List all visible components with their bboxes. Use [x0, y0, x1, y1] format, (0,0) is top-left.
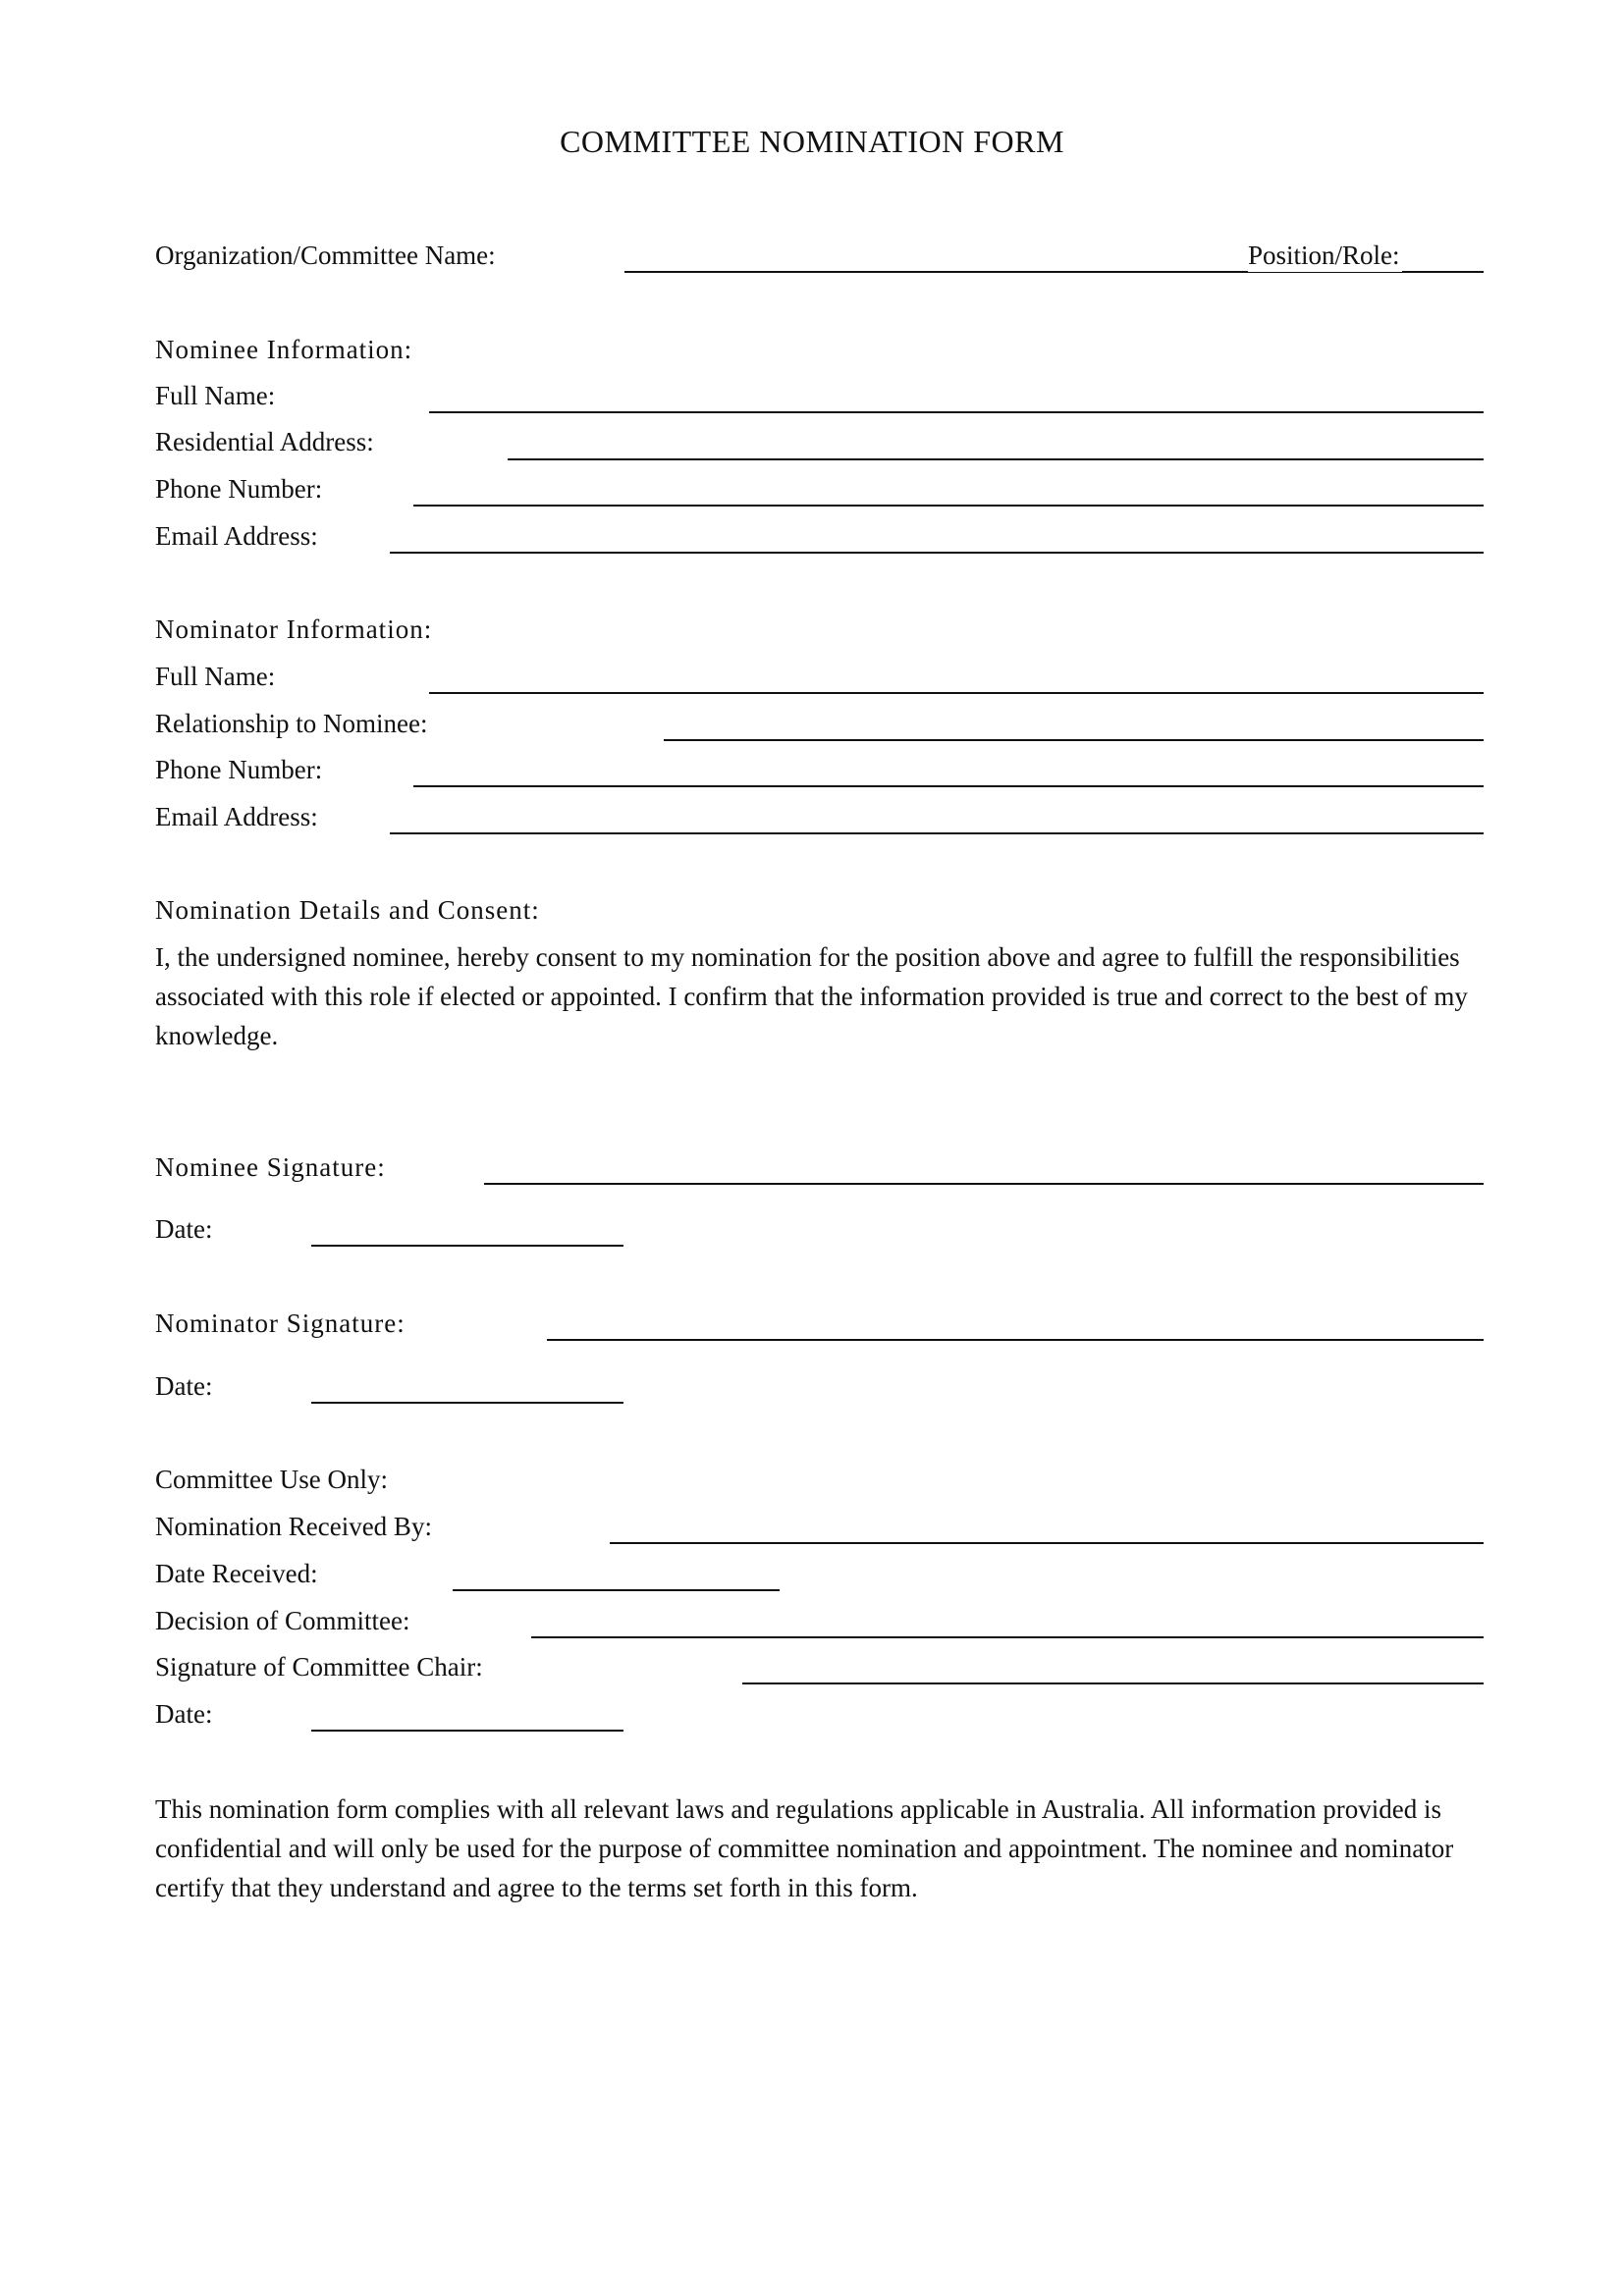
nominator-phone-label: Phone Number:: [155, 755, 323, 784]
consent-heading: Nomination Details and Consent:: [155, 895, 540, 925]
nominee-date-field[interactable]: [311, 1245, 623, 1247]
nominee-full-name-label: Full Name:: [155, 381, 276, 410]
nominee-email-field[interactable]: [390, 552, 1484, 554]
nominator-email-field[interactable]: [390, 832, 1484, 834]
nominee-email-label: Email Address:: [155, 521, 318, 551]
nominee-signature-label: Nominee Signature:: [155, 1152, 386, 1182]
nominator-email-label: Email Address:: [155, 802, 318, 831]
nominator-signature-label: Nominator Signature:: [155, 1308, 406, 1338]
nominee-signature-field[interactable]: [484, 1183, 1484, 1185]
footer-text: This nomination form complies with all relevant laws and regulations applicable in Australia. All information provided is confidential and will only be used for the purpose of committee nomination and appointment. The nominee and nominator certify that they understand and agree to the terms set forth in this form.: [155, 1794, 1454, 1902]
received-by-label: Nomination Received By:: [155, 1512, 432, 1541]
nominator-phone-field[interactable]: [413, 785, 1484, 787]
decision-label: Decision of Committee:: [155, 1606, 410, 1635]
nominee-full-name-field[interactable]: [429, 411, 1484, 413]
chair-signature-label: Signature of Committee Chair:: [155, 1652, 483, 1682]
form-title: COMMITTEE NOMINATION FORM: [560, 124, 1064, 159]
relationship-field[interactable]: [664, 739, 1484, 741]
nominator-signature-field[interactable]: [547, 1339, 1484, 1341]
nominator-full-name-field[interactable]: [429, 692, 1484, 694]
decision-field[interactable]: [531, 1636, 1484, 1638]
date-received-label: Date Received:: [155, 1559, 318, 1588]
nominee-address-field[interactable]: [508, 458, 1484, 460]
nominator-date-label: Date:: [155, 1371, 213, 1401]
position-label: Position/Role:: [1248, 240, 1400, 270]
nominator-date-field[interactable]: [311, 1402, 623, 1404]
nominee-address-label: Residential Address:: [155, 427, 374, 456]
relationship-label: Relationship to Nominee:: [155, 709, 428, 738]
nominator-full-name-label: Full Name:: [155, 662, 276, 691]
committee-date-label: Date:: [155, 1699, 213, 1729]
organization-label: Organization/Committee Name:: [155, 240, 496, 270]
nominee-phone-label: Phone Number:: [155, 474, 323, 504]
nominee-phone-field[interactable]: [413, 505, 1484, 507]
consent-text: I, the undersigned nominee, hereby consent to my nomination for the position above and agree to fulfill the responsibilities associated with this role if elected or appointed. I confirm that the information provided is true and correct to the best of my knowledge.: [155, 942, 1468, 1050]
committee-use-heading: Committee Use Only:: [155, 1465, 388, 1494]
date-received-field[interactable]: [453, 1589, 780, 1591]
nominee-date-label: Date:: [155, 1214, 213, 1244]
nominator-info-heading: Nominator Information:: [155, 614, 433, 644]
nominee-info-heading: Nominee Information:: [155, 335, 413, 364]
chair-signature-field[interactable]: [742, 1682, 1484, 1684]
received-by-field[interactable]: [610, 1542, 1484, 1544]
committee-date-field[interactable]: [311, 1730, 623, 1732]
